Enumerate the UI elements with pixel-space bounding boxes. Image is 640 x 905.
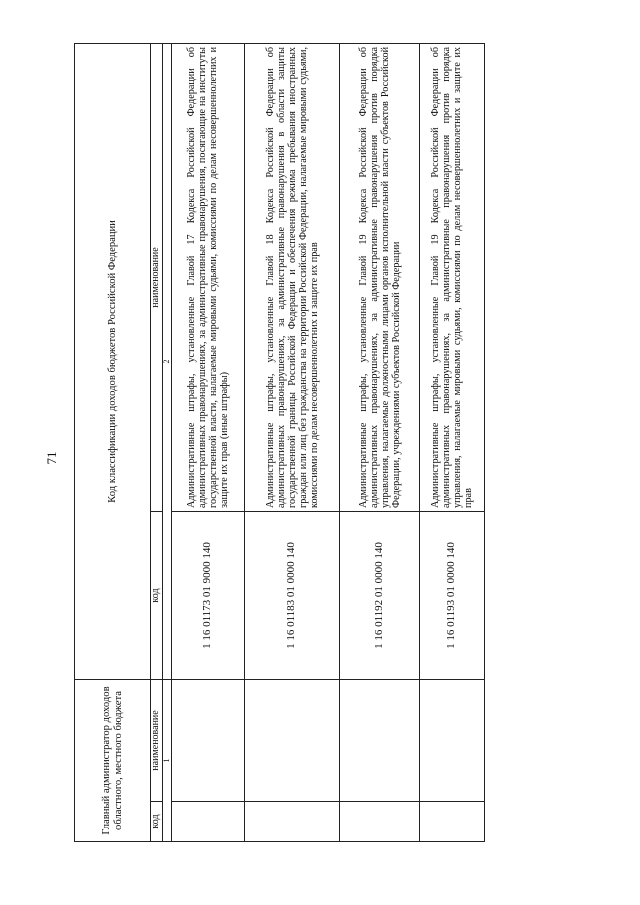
col-income-name: наименование [151, 43, 163, 511]
admin-code-cell [245, 802, 340, 842]
admin-name-cell [340, 679, 420, 801]
income-code-cell: 1 16 01192 01 0000 140 [340, 511, 420, 679]
col-index-1: 1 [162, 679, 172, 841]
income-name-cell: Административные штрафы, установленные Главой 18 Кодекса Российской Федерации об административных правонарушениях, за административные правонарушения в области защиты государственной границы Российской Федерации и обеспечения режима пребывания иностранных граждан или лиц без гражданства на территории Российской Федерации, налагаемые мировыми судьями, комиссиями по делам несовершеннолетних и защите их прав [245, 43, 340, 511]
rotated-table-container [74, 44, 475, 842]
table-row [340, 43, 420, 841]
header-row-titles [75, 43, 151, 841]
admin-name-cell [420, 679, 485, 801]
income-code-cell: 1 16 01193 01 0000 140 [420, 511, 485, 679]
col-income-code: код [151, 511, 163, 679]
income-name-cell: Административные штрафы, установленные Главой 19 Кодекса Российской Федерации об административных правонарушениях, за административные правонарушения против порядка управления, налагаемые должностными лицами органов исполнительной власти субъектов Российской Федерации, учреждениями субъектов Российской Федерации [340, 43, 420, 511]
header-row-index [162, 43, 172, 841]
col-index-2: 2 [162, 43, 172, 679]
income-name-cell: Административные штрафы, установленные Главой 19 Кодекса Российской Федерации об административных правонарушениях, за административные правонарушения против порядка управления, налагаемые мировыми судьями, комиссиями по делам несовершеннолетних и защите их прав [420, 43, 485, 511]
col-admin-code: код [151, 802, 163, 842]
classification-table-wrapper [74, 44, 475, 842]
income-code-cell: 1 16 01183 01 0000 140 [245, 511, 340, 679]
col-admin-name: наименование [151, 679, 163, 801]
admin-code-cell [340, 802, 420, 842]
admin-code-cell [172, 802, 245, 842]
classification-title: Код классификации доходов бюджетов Российской Федерации [75, 43, 151, 679]
page-number: 71 [44, 451, 59, 465]
admin-name-cell [245, 679, 340, 801]
admin-code-cell [420, 802, 485, 842]
income-name-cell: Административные штрафы, установленные Главой 17 Кодекса Российской Федерации об административных правонарушениях, за административные правонарушения, посягающие на институты государственной власти, налагаемые мировыми судьями, комиссиями по делам несовершеннолетних и защите их прав (иные штрафы) [172, 43, 245, 511]
admin-name-cell [172, 679, 245, 801]
table-row [420, 43, 485, 841]
income-classification-table [74, 43, 485, 842]
header-row-columns [151, 43, 163, 841]
table-row [245, 43, 340, 841]
table-row [172, 43, 245, 841]
income-code-cell: 1 16 01173 01 9000 140 [172, 511, 245, 679]
admin-title: Главный администратор доходов областного, местного бюджета [75, 679, 151, 841]
